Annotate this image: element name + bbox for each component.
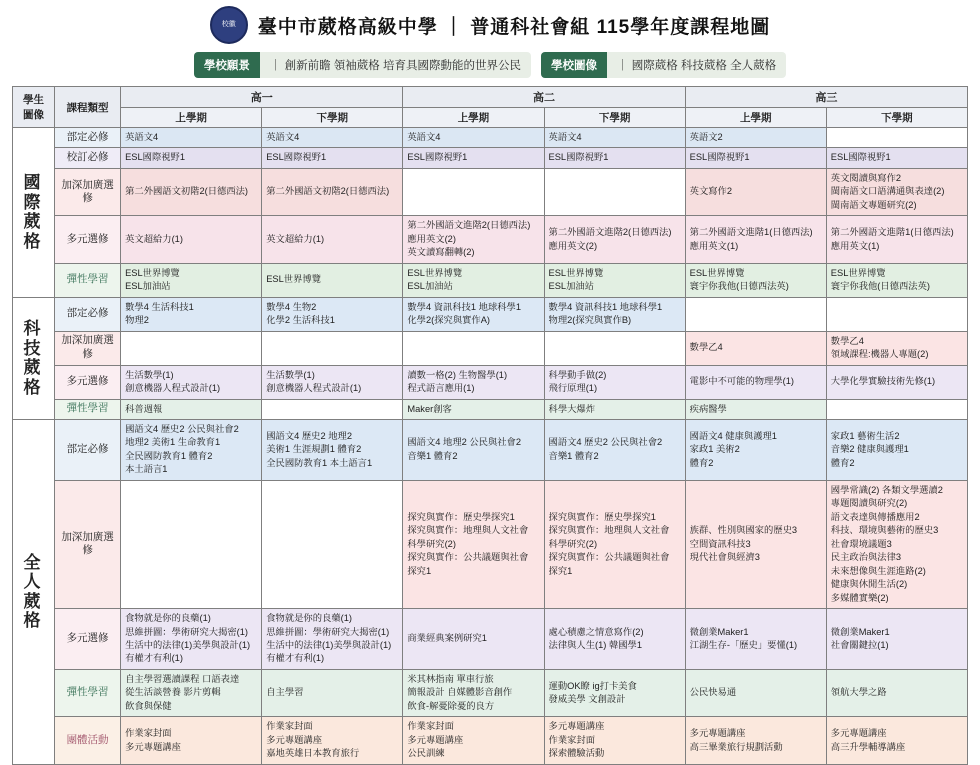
course-map-table: [12, 86, 968, 765]
course-item: 應用英文(1): [689, 240, 739, 251]
course-cell: [826, 263, 967, 297]
table-row: [13, 128, 968, 148]
course-item: 科學研究(2): [407, 538, 456, 549]
course-item: 美術1 生涯規劃1 體育2: [266, 444, 362, 455]
course-item: 大學化學實驗技術先修(1): [830, 376, 936, 387]
course-cell: [685, 297, 826, 331]
course-item: 領域課程:機器人專題(2): [830, 349, 929, 360]
course-item: 第二外國語文進階1(日德西法): [830, 227, 954, 238]
course-item: 探究與實作：地理與人文社會: [548, 525, 670, 536]
course-cell: [403, 419, 544, 480]
course-item: 科技、環境與藝術的歷史3: [830, 525, 939, 536]
course-item: 思維拼圖：學術研究大揭密(1): [125, 626, 249, 637]
course-item: 化學2 生活科技1: [266, 315, 335, 326]
course-cell: [685, 419, 826, 480]
course-cell: [544, 669, 685, 716]
course-item: 探究與實作：歷史學探究1: [548, 511, 656, 522]
course-item: 作業家封面: [407, 721, 454, 732]
course-item: ESL國際視野1: [689, 152, 750, 163]
course-item: 作業家封面: [266, 721, 313, 732]
course-cell: [685, 216, 826, 263]
course-item: 科學動手做(2): [548, 369, 607, 380]
course-cell: [403, 331, 544, 365]
band-label-2: 科技葳格: [13, 297, 55, 419]
course-cell: [544, 297, 685, 331]
course-cell: [685, 669, 826, 716]
row-type-label: 多元選修: [55, 609, 121, 670]
course-cell: [685, 717, 826, 764]
course-cell: [544, 128, 685, 148]
course-item: 探索體驗活動: [548, 748, 605, 759]
course-item: 國語文4 歷史2 公民與社會2: [125, 423, 239, 434]
course-cell: [262, 480, 403, 608]
course-item: 高三畢業旅行規劃活動: [689, 741, 783, 752]
table-row: [13, 168, 968, 215]
course-cell: [826, 609, 967, 670]
row-type-label: 部定必修: [55, 419, 121, 480]
course-item: 多元專題講座: [266, 734, 323, 745]
course-cell: [826, 148, 967, 168]
course-cell: [121, 128, 262, 148]
course-item: 社會環境議題3: [830, 538, 892, 549]
course-item: 生活數學(1): [125, 369, 174, 380]
course-item: 語文表達與傳播應用2: [830, 511, 920, 522]
vision-banner-body: ｜ 創新前瞻 領袖葳格 培育具國際動能的世界公民: [260, 52, 531, 78]
course-item: 英文寫作2: [689, 186, 733, 197]
course-cell: [262, 128, 403, 148]
course-item: 處心積慮之情意寫作(2): [548, 626, 644, 637]
course-item: 英文閱讀與寫作2: [830, 172, 902, 183]
course-item: 創意機器人程式設計(1): [125, 383, 221, 394]
course-cell: [403, 216, 544, 263]
course-item: 領航大學之路: [830, 687, 887, 698]
year-header-3: 高三: [685, 87, 967, 108]
course-item: 多元專題講座: [830, 728, 887, 739]
banner-row: [0, 52, 980, 78]
course-item: 全民國防教育1 本土語言1: [266, 457, 373, 468]
course-item: 社會關鍵拉(1): [830, 640, 889, 650]
course-item: 第二外國語文初階2(日德西法): [125, 186, 249, 197]
course-item: 國語文4 歷史2 公民與社會2: [548, 437, 663, 448]
table-row: [13, 669, 968, 716]
course-item: 健康與休閒生活(2): [830, 579, 908, 590]
school-logo-icon: [210, 6, 248, 44]
page-header: [0, 0, 980, 46]
course-cell: [544, 148, 685, 168]
page-title: 臺中市葳格高級中學 ｜ 普通科社會組 115學年度課程地圖: [257, 16, 771, 38]
course-item: 高三升學輔導講座: [830, 741, 906, 752]
course-cell: [121, 168, 262, 215]
course-cell: [544, 480, 685, 608]
course-item: 全民國防教育1 體育2: [125, 450, 213, 461]
course-cell: [262, 216, 403, 263]
course-item: 家政1 藝術生活2: [830, 430, 900, 441]
row-type-label: 多元選修: [55, 216, 121, 263]
course-item: 自主學習: [266, 687, 304, 698]
course-item: 本土語言1: [125, 464, 168, 475]
course-cell: [262, 419, 403, 480]
vision-banner-tag: 學校願景: [194, 52, 260, 78]
course-cell: [403, 263, 544, 297]
course-item: 音樂1 體育2: [548, 450, 599, 461]
semester-header-6: 下學期: [826, 108, 967, 128]
course-item: 電影中不可能的物理學(1): [689, 376, 794, 387]
course-item: 英語文2: [689, 132, 723, 142]
course-cell: [544, 168, 685, 215]
course-item: 閩南語文口語溝通與表達(2): [830, 186, 945, 197]
course-item: 科學研究(2): [548, 538, 598, 549]
course-item: ESL國際視野1: [125, 152, 186, 163]
header-row-years: [13, 87, 968, 108]
course-cell: [826, 128, 967, 148]
course-item: 數學乙4: [830, 335, 864, 346]
course-cell: [403, 399, 544, 419]
table-row: [13, 365, 968, 399]
course-item: 運動OK瞭 ig打卡美食: [548, 680, 637, 691]
course-item: Maker創客: [407, 403, 452, 414]
course-item: 英文超給力(1): [266, 233, 325, 244]
course-item: ESL國際視野1: [548, 152, 609, 163]
course-item: 多元專題講座: [689, 728, 746, 739]
table-row: [13, 297, 968, 331]
course-item: 法律與人生(1) 韓國學1: [548, 640, 643, 650]
course-item: 寰宇你我他(日德西法英): [830, 281, 930, 292]
row-type-label: 加深加廣選修: [55, 480, 121, 608]
course-cell: [826, 419, 967, 480]
course-item: 數學4 生物2: [266, 301, 317, 312]
course-item: ESL世界博覽: [830, 267, 886, 278]
course-cell: [121, 365, 262, 399]
row-type-label: 彈性學習: [55, 399, 121, 419]
table-row: [13, 717, 968, 764]
semester-header-2: 下學期: [262, 108, 403, 128]
course-cell: [121, 263, 262, 297]
course-cell: [826, 168, 967, 215]
row-type-label: 團體活動: [55, 717, 121, 764]
course-item: 第二外國語文進階2(日德西法): [548, 227, 672, 238]
course-item: 讀數一格(2) 生物醫學(1): [407, 369, 508, 380]
school-logo-text: 校徽: [221, 21, 236, 29]
course-cell: [262, 168, 403, 215]
course-item: 生活數學(1): [266, 369, 315, 380]
course-item: 國語文4 地理2 公民與社會2: [407, 437, 522, 448]
course-cell: [826, 399, 967, 419]
course-item: 數學4 資訊科技1 地球科學1: [548, 301, 663, 312]
vision-banner: [194, 52, 531, 78]
course-cell: [403, 365, 544, 399]
course-cell: [262, 331, 403, 365]
course-cell: [544, 399, 685, 419]
course-cell: [262, 399, 403, 419]
semester-header-3: 上學期: [403, 108, 544, 128]
course-item: 嘉地英雄日本教育旅行: [266, 748, 360, 759]
course-item: 未來想像與生涯進路(2): [830, 565, 926, 576]
course-item: 從生活談營養 影片剪輯: [125, 687, 221, 698]
course-cell: [685, 331, 826, 365]
course-item: ESL國際視野1: [266, 152, 327, 163]
course-item: 探究與實作：地理與人文社會: [407, 525, 529, 536]
course-item: 英語文4: [548, 132, 582, 142]
course-cell: [544, 263, 685, 297]
course-item: 數學4 資訊科技1 地球科學1: [407, 301, 522, 312]
course-cell: [826, 480, 967, 608]
row-type-label: 部定必修: [55, 297, 121, 331]
course-item: 有權才有利(1): [125, 653, 183, 664]
course-cell: [262, 365, 403, 399]
course-cell: [826, 365, 967, 399]
semester-header-1: 上學期: [121, 108, 262, 128]
course-item: 體育2: [830, 457, 855, 468]
course-item: 生活中的法律(1)美學與設計(1): [266, 640, 392, 650]
course-cell: [121, 148, 262, 168]
course-item: 民主政治與法律3: [830, 552, 902, 563]
course-item: 多元專題講座: [407, 734, 464, 745]
table-head: [13, 87, 968, 128]
course-item: 英文讀寫翻轉(2): [407, 247, 475, 258]
course-cell: [403, 717, 544, 764]
course-cell: [403, 128, 544, 148]
course-cell: [544, 365, 685, 399]
course-cell: [685, 609, 826, 670]
course-cell: [121, 609, 262, 670]
course-item: 現代社會與經濟3: [689, 552, 760, 563]
table-row: [13, 148, 968, 168]
course-item: 江湖生存-「歷史」要懂(1): [689, 640, 798, 650]
year-header-1: 高一: [121, 87, 403, 108]
course-item: 探究1: [407, 565, 432, 576]
course-item: 家政1 美術2: [689, 444, 740, 455]
course-item: 第二外國語文初階2(日德西法): [266, 186, 390, 197]
course-item: ESL世界博覽: [407, 267, 463, 278]
course-item: 飲食與保健: [125, 700, 172, 711]
course-item: 程式語言應用(1): [407, 383, 475, 394]
course-cell: [262, 609, 403, 670]
course-cell: [685, 263, 826, 297]
row-type-label: 加深加廣選修: [55, 168, 121, 215]
course-item: 國語文4 歷史2 地理2: [266, 430, 352, 441]
year-header-2: 高二: [403, 87, 685, 108]
course-item: 第二外國語文進階2(日德西法): [407, 220, 531, 231]
course-cell: [403, 297, 544, 331]
table-row: [13, 216, 968, 263]
course-cell: [121, 717, 262, 764]
table-row: [13, 480, 968, 608]
course-item: 國語文4 健康與護理1: [689, 430, 777, 441]
type-header: 課程類型: [55, 87, 121, 128]
table-row: [13, 331, 968, 365]
course-cell: [544, 216, 685, 263]
course-item: ESL加油站: [125, 281, 171, 292]
course-cell: [685, 365, 826, 399]
course-item: 應用英文(1): [830, 240, 880, 251]
course-cell: [403, 148, 544, 168]
course-cell: [262, 297, 403, 331]
course-cell: [685, 480, 826, 608]
course-item: 創意機器人程式設計(1): [266, 383, 362, 394]
course-cell: [403, 669, 544, 716]
course-cell: [685, 399, 826, 419]
course-item: 作業家封面: [548, 734, 596, 745]
course-item: 米其林指南 單車行旅: [407, 673, 494, 684]
row-type-label: 部定必修: [55, 128, 121, 148]
course-item: 食物就是你的良藥(1): [266, 613, 352, 624]
course-cell: [826, 331, 967, 365]
course-item: ESL世界博覽: [266, 274, 321, 285]
image-banner-body: ｜ 國際葳格 科技葳格 全人葳格: [607, 52, 786, 78]
row-type-label: 加深加廣選修: [55, 331, 121, 365]
course-item: ESL世界博覽: [689, 267, 745, 278]
table-body: [13, 128, 968, 765]
course-item: 地理2 美術1 生命教育1: [125, 437, 221, 448]
course-item: 探究與實作：公共議題與社會: [407, 552, 529, 563]
course-cell: [262, 148, 403, 168]
course-cell: [121, 399, 262, 419]
course-item: ESL世界博覽: [548, 267, 604, 278]
course-item: 探究1: [548, 565, 573, 576]
course-cell: [121, 297, 262, 331]
row-type-label: 彈性學習: [55, 669, 121, 716]
course-item: 微創業Maker1: [689, 626, 749, 637]
course-cell: [403, 168, 544, 215]
course-item: 公民快易通: [689, 687, 737, 698]
table-row: [13, 419, 968, 480]
course-cell: [685, 148, 826, 168]
course-item: 自主學習選讀課程 口語表達: [125, 673, 240, 684]
course-cell: [544, 717, 685, 764]
course-item: 多元專題講座: [548, 721, 605, 732]
course-item: 有權才有利(1): [266, 653, 325, 664]
header-row-semesters: [13, 108, 968, 128]
course-cell: [121, 480, 262, 608]
course-item: 寰宇你我他(日德西法英): [689, 281, 789, 292]
course-item: 英語文4: [407, 132, 441, 142]
course-item: 發威美學 文創設計: [548, 694, 626, 705]
course-cell: [262, 717, 403, 764]
course-cell: [685, 128, 826, 148]
course-item: 微創業Maker1: [830, 626, 890, 637]
course-cell: [121, 419, 262, 480]
course-item: ESL國際視野1: [830, 152, 891, 163]
course-item: 音樂2 健康與護理1: [830, 444, 909, 455]
course-item: 公民訓練: [407, 748, 445, 759]
course-item: 簡報設計 自媒體影音創作: [407, 687, 513, 698]
image-banner: [541, 52, 786, 78]
course-item: 疾病醫學: [689, 403, 727, 414]
semester-header-5: 上學期: [685, 108, 826, 128]
course-item: 思維拼圖：學術研究大揭密(1): [266, 626, 390, 637]
course-item: 多元專題講座: [125, 741, 181, 752]
course-cell: [121, 331, 262, 365]
course-cell: [544, 331, 685, 365]
course-cell: [826, 216, 967, 263]
course-item: 化學2(探究與實作A): [407, 315, 491, 326]
course-cell: [121, 216, 262, 263]
course-item: ESL加油站: [407, 281, 453, 292]
course-cell: [262, 263, 403, 297]
course-item: 英語文4: [125, 132, 159, 142]
course-item: 作業家封面: [125, 728, 172, 739]
course-item: 音樂1 體育2: [407, 450, 458, 461]
course-cell: [544, 419, 685, 480]
image-banner-tag: 學校圖像: [541, 52, 607, 78]
course-item: 物理2(探究與實作B): [548, 315, 632, 326]
row-type-label: 彈性學習: [55, 263, 121, 297]
course-item: 體育2: [689, 457, 714, 468]
row-type-label: 多元選修: [55, 365, 121, 399]
semester-header-4: 下學期: [544, 108, 685, 128]
course-cell: [685, 168, 826, 215]
course-item: 數學乙4: [689, 342, 723, 353]
row-type-label: 校訂必修: [55, 148, 121, 168]
course-item: 專題閱讀與研究(2): [830, 498, 908, 509]
course-item: 應用英文(2): [407, 233, 456, 244]
course-item: 族群、性別與國家的歷史3: [689, 525, 798, 536]
course-item: 生活中的法律(1)美學與設計(1): [125, 640, 251, 650]
band-label-3: 全人葳格: [13, 419, 55, 764]
course-item: 應用英文(2): [548, 240, 598, 251]
course-item: 國學常識(2) 各類文學選讀2: [830, 484, 943, 495]
course-item: 英文超給力(1): [125, 233, 183, 244]
course-item: 科學大爆炸: [548, 403, 596, 414]
table-row: [13, 263, 968, 297]
course-cell: [826, 669, 967, 716]
course-item: 數學4 生活科技1: [125, 301, 194, 312]
course-item: 英語文4: [266, 132, 300, 142]
course-item: ESL國際視野1: [407, 152, 468, 163]
course-item: 商業經典案例研究1: [407, 633, 487, 644]
course-item: 探究與實作：公共議題與社會: [548, 552, 670, 563]
course-item: 飛行原理(1): [548, 383, 598, 394]
course-item: 閩南語文專題研究(2): [830, 199, 917, 210]
course-item: 科普週報: [125, 403, 163, 414]
corner-header: 學生 圖像: [13, 87, 55, 128]
course-cell: [544, 609, 685, 670]
table-row: [13, 399, 968, 419]
course-item: ESL加油站: [548, 281, 594, 292]
course-item: 第二外國語文進階1(日德西法): [689, 227, 813, 238]
course-cell: [403, 609, 544, 670]
course-item: 多媒體實樂(2): [830, 592, 889, 603]
course-item: 飲食-解憂除憂的良方: [407, 700, 495, 711]
course-item: ESL世界博覽: [125, 267, 180, 278]
course-cell: [826, 297, 967, 331]
course-cell: [403, 480, 544, 608]
course-cell: [262, 669, 403, 716]
course-cell: [826, 717, 967, 764]
course-item: 物理2: [125, 315, 149, 326]
course-cell: [121, 669, 262, 716]
table-row: [13, 609, 968, 670]
course-item: 空間資訊科技3: [689, 538, 751, 549]
course-item: 探究與實作：歷史學探究1: [407, 511, 515, 522]
course-item: 食物就是你的良藥(1): [125, 613, 211, 624]
band-label-1: 國際葳格: [13, 128, 55, 298]
